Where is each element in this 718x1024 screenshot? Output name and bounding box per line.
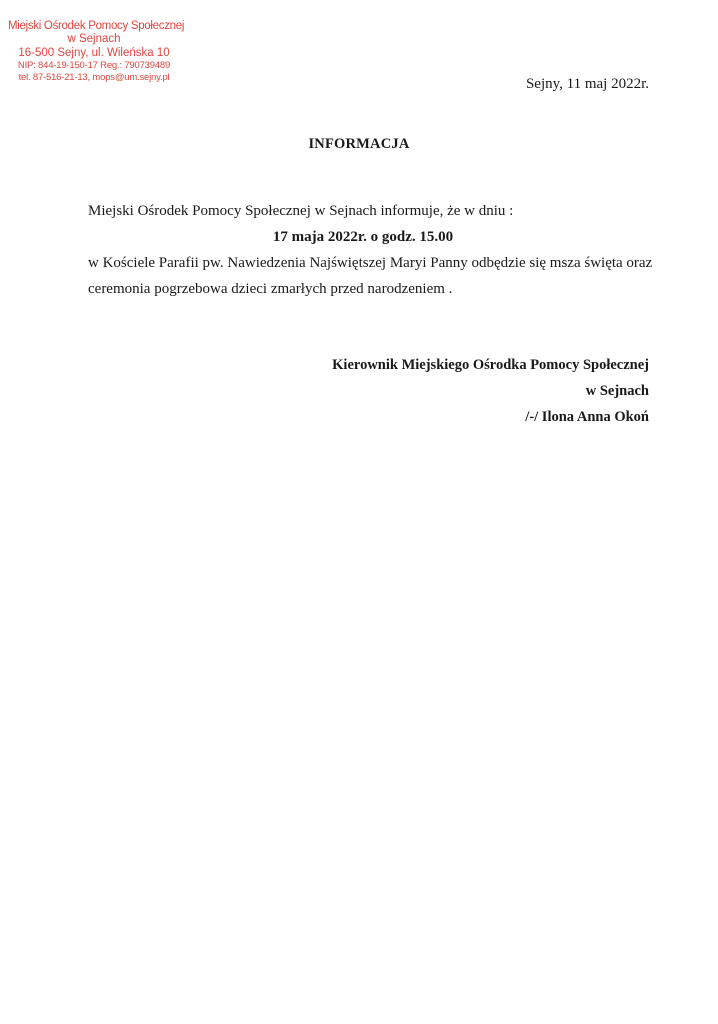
signature-city: w Sejnach bbox=[585, 383, 649, 399]
stamp-nip-regon: NIP: 844-19-150-17 Reg.: 790739489 bbox=[17, 60, 171, 72]
document-date: Sejny, 11 maj 2022r. bbox=[525, 76, 649, 92]
stamp-office-name: Miejski Ośrodek Pomocy Społecznej bbox=[8, 20, 185, 32]
body-line-1: w Kościele Parafii pw. Nawiedzenia Najświętszej Maryi Panny odbędzie się msza święta oraz bbox=[88, 255, 653, 271]
office-stamp bbox=[8, 20, 185, 83]
stamp-address: 16-500 Sejny, ul. Wileńska 10 bbox=[18, 46, 170, 59]
stamp-office-city: w Sejnach bbox=[67, 32, 121, 45]
document-title: INFORMACJA bbox=[308, 136, 410, 152]
stamp-contact: tel. 87-516-21-13, mops@um.sejny.pl bbox=[18, 71, 170, 83]
body-line-2: ceremonia pogrzebowa dzieci zmarłych przed narodzeniem . bbox=[88, 281, 453, 297]
event-datetime: 17 maja 2022r. o godz. 15.00 bbox=[272, 229, 454, 245]
intro-paragraph: Miejski Ośrodek Pomocy Społecznej w Sejnach informuje, że w dniu : bbox=[88, 203, 514, 219]
signature-name: /-/ Ilona Anna Okoń bbox=[525, 409, 649, 425]
signature-position: Kierownik Miejskiego Ośrodka Pomocy Społecznej bbox=[332, 357, 649, 373]
